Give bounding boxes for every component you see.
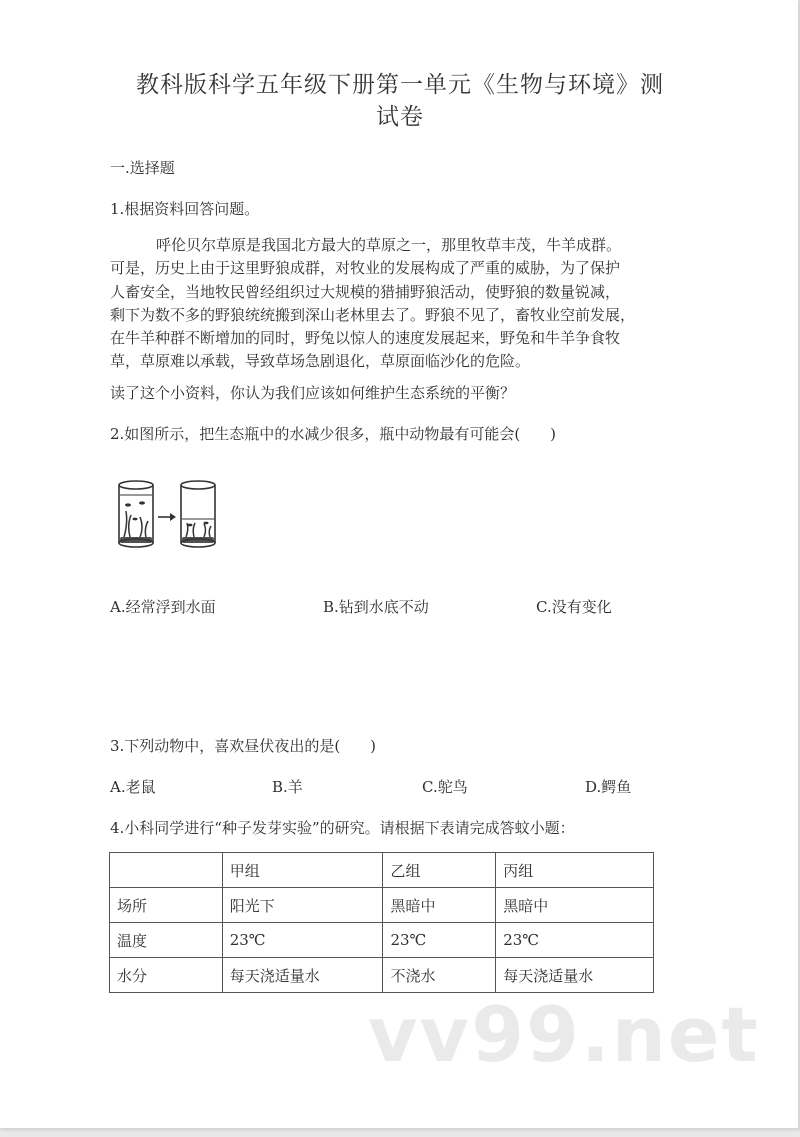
arrow-right-icon xyxy=(158,513,176,521)
table-row xyxy=(110,888,654,923)
passage-line: 人畜安全，当地牧民曾经组织过大规模的猎捕野狼活动，使野狼的数量锐减， xyxy=(110,282,621,301)
section-heading: 一.选择题 xyxy=(110,159,175,177)
question-2-option-b: B.钻到水底不动 xyxy=(323,598,429,616)
table-cell: 场所 xyxy=(110,888,223,923)
question-3-option-b: B.羊 xyxy=(272,778,303,796)
passage-line: 可是，历史上由于这里野狼成群，对牧业的发展构成了严重的威胁，为了保护 xyxy=(110,259,621,278)
question-3-option-c: C.鸵鸟 xyxy=(422,778,468,796)
question-1: 1.根据资料回答问题。 xyxy=(110,200,260,218)
table-cell: 23℃ xyxy=(222,923,383,958)
question-3: 3.下列动物中，喜欢昼伏夜出的是( ) xyxy=(110,737,377,755)
question-1-passage xyxy=(110,234,690,374)
passage-line: 在牛羊种群不断增加的同时，野兔以惊人的速度发展起来，野兔和牛羊争食牧 xyxy=(110,329,621,348)
table-cell: 黑暗中 xyxy=(496,888,654,923)
question-3-option-a: A.老鼠 xyxy=(110,778,156,796)
watermark: vv99.net xyxy=(368,990,760,1079)
question-2-option-c: C.没有变化 xyxy=(536,598,612,616)
page-title-line-2: 试卷 xyxy=(376,104,424,130)
table-cell: 丙组 xyxy=(496,853,654,888)
passage-line: 呼伦贝尔草原是我国北方最大的草原之一，那里牧草丰茂，牛羊成群。 xyxy=(156,236,622,254)
table-cell: 每天浇适量水 xyxy=(222,958,383,993)
question-2: 2.如图所示，把生态瓶中的水减少很多，瓶中动物最有可能会( ) xyxy=(110,425,557,443)
question-3-option-d: D.鳄鱼 xyxy=(585,778,632,796)
table-cell xyxy=(110,853,223,888)
question-2-option-a: A.经常浮到水面 xyxy=(110,598,216,616)
table-cell: 23℃ xyxy=(496,923,654,958)
table-header-row xyxy=(110,853,654,888)
table-cell: 甲组 xyxy=(222,853,383,888)
passage-line: 草，草原难以承载，导致草场急剧退化，草原面临沙化的危险。 xyxy=(110,352,531,371)
table-row xyxy=(110,958,654,993)
table-cell: 不浇水 xyxy=(383,958,496,993)
page-title-line-1: 教科版科学五年级下册第一单元《生物与环境》测 xyxy=(136,72,664,98)
table-cell: 23℃ xyxy=(383,923,496,958)
table-cell: 乙组 xyxy=(383,853,496,888)
passage-line: 剩下为数不多的野狼统统搬到深山老林里去了。野狼不见了，畜牧业空前发展， xyxy=(110,305,636,324)
table-cell: 水分 xyxy=(110,958,223,993)
table-cell: 温度 xyxy=(110,923,223,958)
experiment-table xyxy=(109,852,654,993)
ecological-bottle-illustration-icon xyxy=(110,475,230,555)
table-row xyxy=(110,923,654,958)
table-cell: 阳光下 xyxy=(222,888,383,923)
question-1-follow-up: 读了这个小资料，你认为我们应该如何维护生态系统的平衡？ xyxy=(110,384,516,402)
question-4: 4.小科同学进行“种子发芽实验”的研究。请根据下表请完成答蚊小题： xyxy=(110,819,575,837)
table-cell: 黑暗中 xyxy=(383,888,496,923)
table-cell: 每天浇适量水 xyxy=(496,958,654,993)
